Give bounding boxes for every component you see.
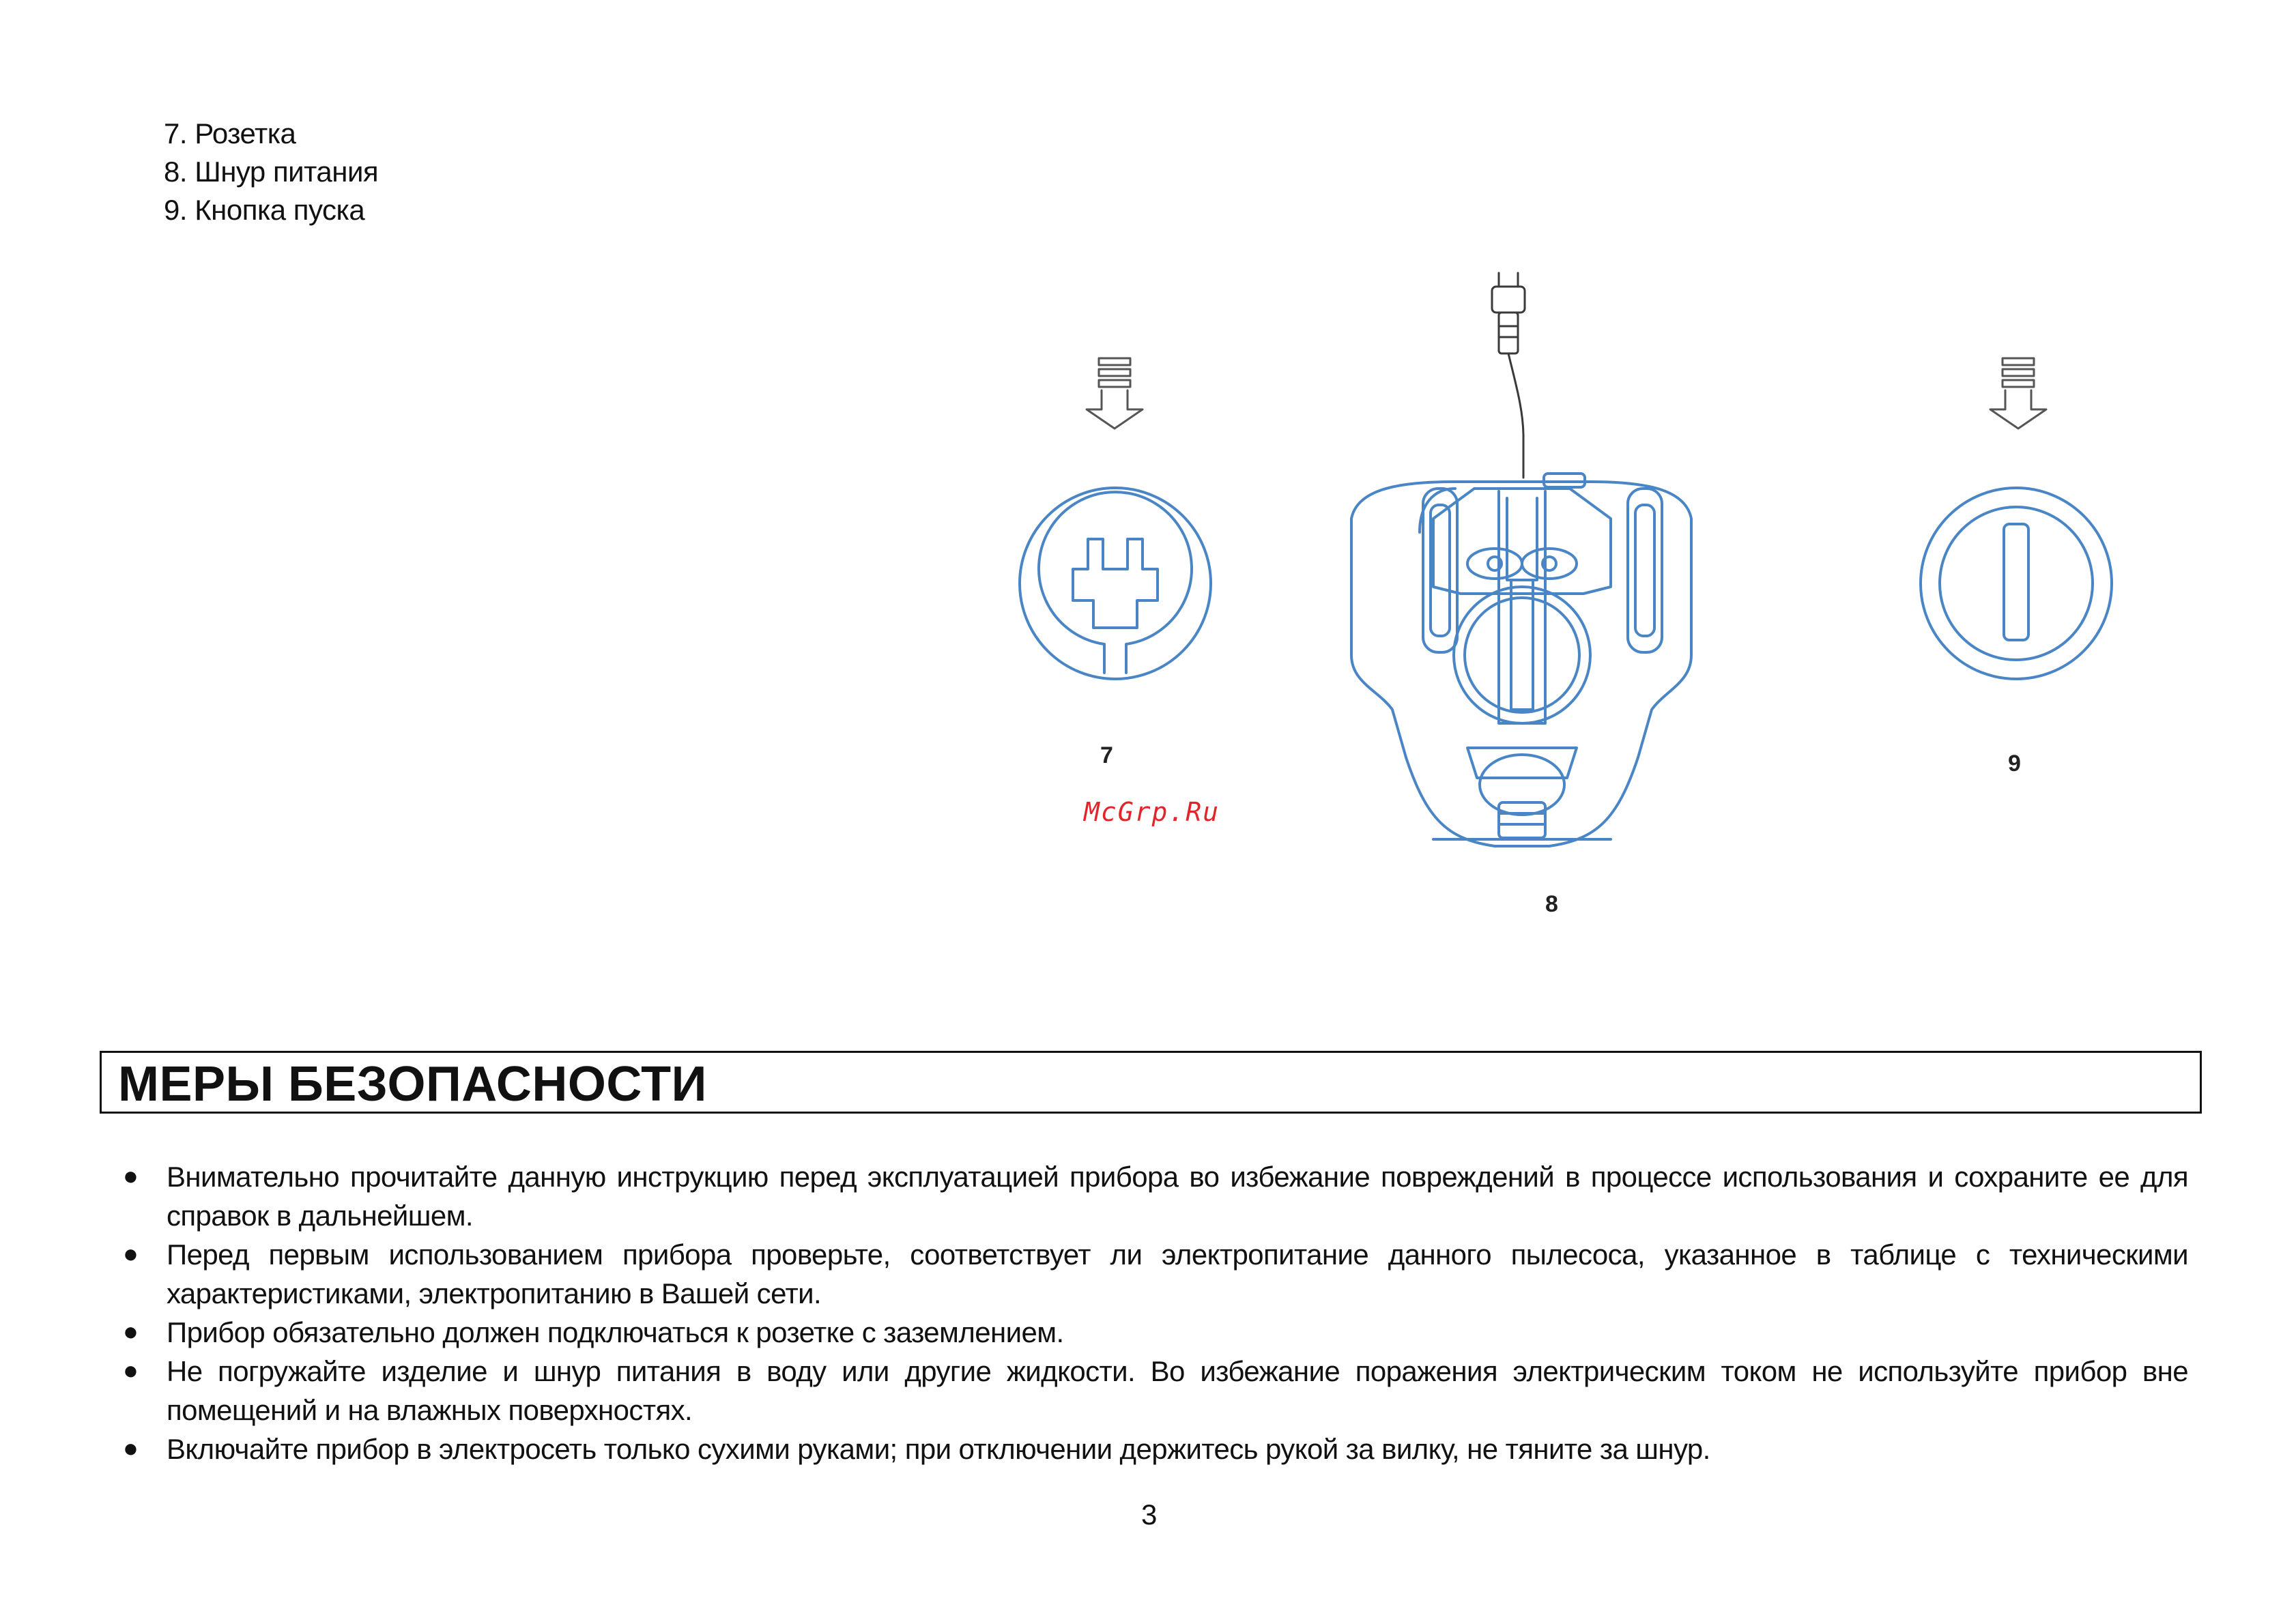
socket-icon <box>1020 488 1211 679</box>
safety-list <box>121 1157 2188 1468</box>
list-item-text: Не погружайте изделие и шнур питания в воду или другие жидкости. Во избежание поражения электрическим током не используйте прибор вне помещений и на влажных поверхностях. <box>167 1355 2188 1426</box>
down-arrow-icon <box>1990 358 2046 429</box>
label-9: 9 <box>2008 751 2021 777</box>
list-item-text: Внимательно прочитайте данную инструкцию перед эксплуатацией прибора во избежание повреждений в процессе использования и сохраните ее для справок в дальнейшем. <box>167 1161 2188 1232</box>
down-arrow-icon <box>1087 358 1143 429</box>
list-item <box>121 1352 2188 1430</box>
bullet-icon: ● <box>123 1357 139 1385</box>
bullet-icon: ● <box>123 1162 139 1191</box>
page-number: 3 <box>1141 1498 1158 1531</box>
list-item: 9. Кнопка пуска <box>164 194 365 226</box>
vacuum-cleaner-body <box>1351 273 1691 846</box>
list-item <box>121 1157 2188 1235</box>
list-item <box>121 1313 2188 1352</box>
list-item: 8. Шнур питания <box>164 156 379 188</box>
bullet-icon: ● <box>123 1434 139 1463</box>
label-8: 8 <box>1545 891 1558 917</box>
list-item: 7. Розетка <box>164 117 296 149</box>
label-7: 7 <box>1100 742 1113 768</box>
watermark: McGrp.Ru <box>1084 797 1220 827</box>
section-header <box>100 1051 2202 1114</box>
bullet-icon: ● <box>123 1318 139 1346</box>
bullet-icon: ● <box>123 1240 139 1268</box>
power-button-icon <box>1921 488 2112 679</box>
list-item <box>121 1430 2188 1468</box>
list-item-text: Прибор обязательно должен подключаться к розетке с заземлением. <box>167 1316 1064 1348</box>
list-item-text: Перед первым использованием прибора проверьте, соответствует ли электропитание данного пылесоса, указанное в таблице с техническими характеристиками, электропитанию в Вашей сети. <box>167 1238 2188 1309</box>
section-title: МЕРЫ БЕЗОПАСНОСТИ <box>118 1057 707 1112</box>
list-item-text: Включайте прибор в электросеть только сухими руками; при отключении держитесь рукой за вилку, не тяните за шнур. <box>167 1433 1710 1465</box>
list-item <box>121 1235 2188 1313</box>
